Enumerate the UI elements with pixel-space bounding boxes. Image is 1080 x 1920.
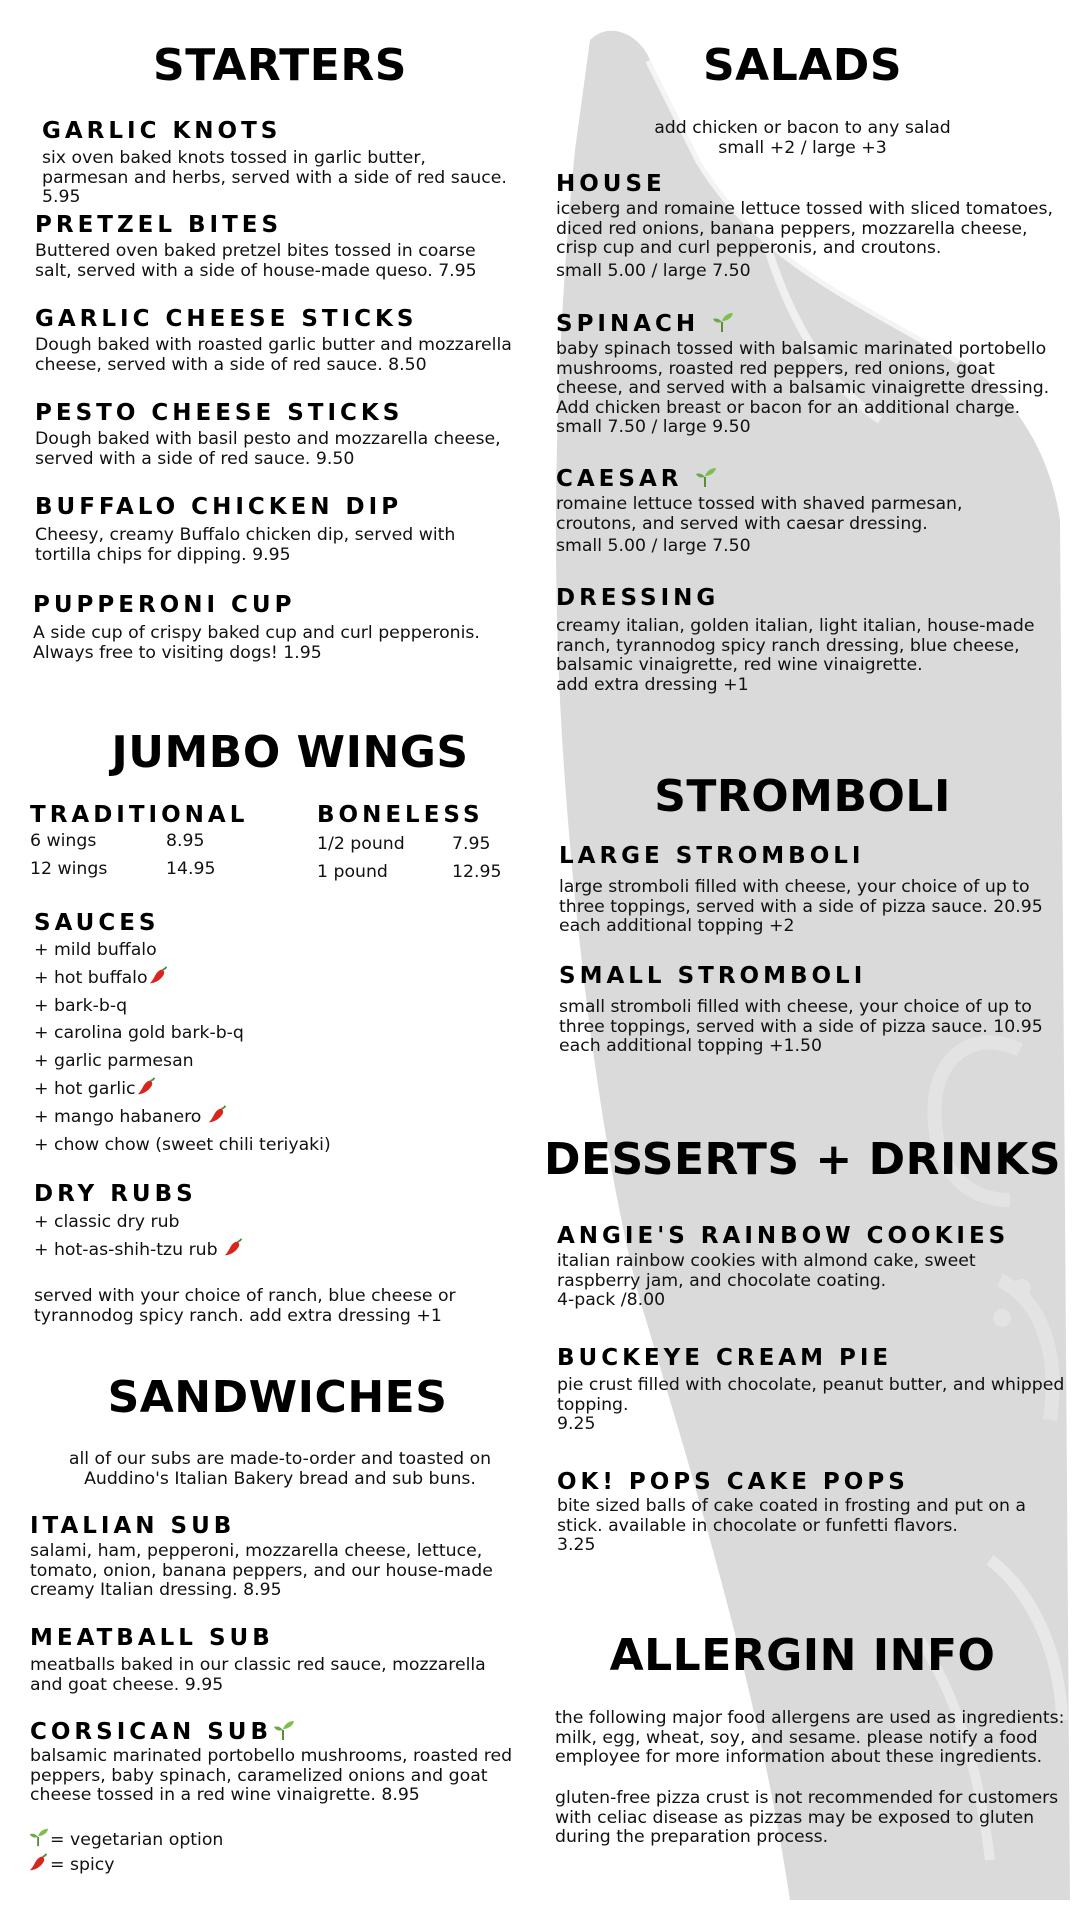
allergen-paragraph: gluten-free pizza crust is not recommended for customers with celiac disease as pizzas may be exposed to gluten during the preparation process.: [555, 1788, 1059, 1847]
stromboli-item-extra: each additional topping +2: [559, 916, 795, 936]
sauce-item: + bark-b-q: [34, 995, 128, 1016]
wings-traditional-heading: TRADITIONAL: [30, 802, 249, 828]
rub-item: + classic dry rub: [34, 1212, 180, 1232]
sprout-icon: [711, 310, 735, 334]
sandwiches-title: SANDWICHES: [107, 1372, 448, 1423]
wings-traditional-table: [30, 832, 215, 879]
starters-item-desc: Buttered oven baked pretzel bites tossed in coarse salt, served with a side of house-made queso. 7.95: [35, 241, 477, 281]
price-row: [30, 832, 215, 852]
dessert-item-desc: italian rainbow cookies with almond cake, sweet raspberry jam, and chocolate coating.: [557, 1251, 976, 1291]
salad-item-name: CAESAR: [556, 465, 718, 492]
sauce-item: + garlic parmesan: [34, 1050, 194, 1071]
salads-title: SALADS: [702, 40, 903, 91]
allergen-title: ALLERGIN INFO: [609, 1630, 996, 1681]
starters-item-desc: Dough baked with basil pesto and mozzarella cheese, served with a side of red sauce. 9.50: [35, 429, 501, 469]
stromboli-item-name: LARGE STROMBOLI: [559, 843, 865, 869]
wings-boneless-table: [317, 835, 501, 882]
stromboli-item-extra: each additional topping +1.50: [559, 1036, 822, 1056]
dessert-item-price: 9.25: [557, 1414, 596, 1434]
salad-item-price: small 5.00 / large 7.50: [556, 536, 751, 556]
chili-pepper-icon: [223, 1236, 245, 1258]
sandwiches-intro: all of our subs are made-to-order and toasted on Auddino's Italian Bakery bread and sub buns.: [68, 1449, 492, 1489]
sauce-item: + hot buffalo: [34, 964, 474, 992]
sprout-icon: [28, 1826, 50, 1848]
price-row-value: 12.95: [452, 861, 502, 882]
salad-item-price: add extra dressing +1: [556, 675, 749, 695]
stromboli-item-desc: small stromboli filled with cheese, your choice of up to three toppings, served with a side of pizza sauce. 10.95: [559, 997, 1043, 1037]
dry-rubs-list: [34, 1209, 474, 1265]
rub-item: + hot-as-shih-tzu rub: [34, 1236, 474, 1264]
dessert-item-name: ANGIE'S RAINBOW COOKIES: [557, 1223, 1010, 1249]
price-row-label: 1/2 pound: [317, 834, 405, 854]
salad-item-name: DRESSING: [556, 585, 720, 611]
sandwich-item-name: ITALIAN SUB: [30, 1513, 236, 1539]
chili-pepper-icon: [207, 1103, 229, 1125]
sauce-item: + mild buffalo: [34, 940, 157, 960]
price-row-label: 12 wings: [30, 858, 108, 879]
price-row-label: 1 pound: [317, 861, 388, 882]
salad-item-name: SPINACH: [556, 310, 735, 337]
sandwich-item-desc: meatballs baked in our classic red sauce, mozzarella and goat cheese. 9.95: [30, 1655, 486, 1695]
salad-item-name: HOUSE: [556, 171, 666, 197]
starters-item-desc: Cheesy, creamy Buffalo chicken dip, served with tortilla chips for dipping. 9.95: [35, 525, 456, 565]
sauce-item: + hot garlic: [34, 1075, 474, 1103]
salad-item-desc: romaine lettuce tossed with shaved parmesan, croutons, and served with caesar dressing.: [556, 494, 963, 534]
sauces-list: [34, 937, 474, 1159]
salads-intro: add chicken or bacon to any salad small +2 / large +3: [654, 118, 951, 158]
sandwich-item-name: CORSICAN SUB: [30, 1718, 296, 1745]
price-row: [317, 863, 501, 883]
dessert-item-price: 3.25: [557, 1535, 596, 1555]
starters-title: STARTERS: [153, 40, 407, 91]
salad-item-price: small 7.50 / large 9.50: [556, 417, 751, 437]
starters-item-name: GARLIC KNOTS: [42, 118, 282, 144]
wings-title: JUMBO WINGS: [111, 727, 469, 778]
dessert-item-desc: bite sized balls of cake coated in frosting and put on a stick. available in chocolate or funfetti flavors.: [557, 1496, 1027, 1536]
chili-pepper-icon: [28, 1851, 50, 1873]
sauce-item: + carolina gold bark-b-q: [34, 1023, 244, 1044]
sprout-icon: [694, 465, 718, 489]
starters-item-desc: A side cup of crispy baked cup and curl pepperonis. Always free to visiting dogs! 1.95: [33, 623, 480, 663]
wings-boneless-heading: BONELESS: [317, 802, 484, 828]
salad-item-price: small 5.00 / large 7.50: [556, 261, 751, 281]
price-row: [30, 860, 215, 880]
legend: [28, 1826, 223, 1875]
sauces-heading: SAUCES: [34, 910, 160, 936]
price-row-label: 6 wings: [30, 831, 97, 851]
starters-item-name: PRETZEL BITES: [35, 212, 283, 238]
starters-item-name: PESTO CHEESE STICKS: [35, 400, 404, 426]
price-row-value: 8.95: [166, 831, 205, 851]
starters-item-desc: six oven baked knots tossed in garlic butter, parmesan and herbs, served with a side of red sauce. 5.95: [42, 148, 507, 207]
salad-item-desc: baby spinach tossed with balsamic marinated portobello mushrooms, roasted red peppers, red onions, goat cheese, and served with a balsamic vinaigrette dressing. Add chicken breast or bacon for an additional charge.: [556, 339, 1050, 418]
sprout-icon: [272, 1718, 296, 1742]
legend-vegetarian: = vegetarian option: [28, 1826, 223, 1851]
dry-rubs-heading: DRY RUBS: [34, 1181, 197, 1207]
chili-pepper-icon: [148, 964, 170, 986]
dessert-item-name: OK! POPS CAKE POPS: [557, 1469, 909, 1495]
sandwich-item-name: MEATBALL SUB: [30, 1625, 274, 1651]
stromboli-title: STROMBOLI: [654, 771, 951, 822]
starters-item-desc: Dough baked with roasted garlic butter and mozzarella cheese, served with a side of red sauce. 8.50: [35, 335, 512, 375]
dessert-item-name: BUCKEYE CREAM PIE: [557, 1345, 893, 1371]
sandwich-item-desc: balsamic marinated portobello mushrooms, roasted red peppers, baby spinach, caramelized onions and goat cheese tossed in a red wine vinaigrette. 8.95: [30, 1746, 513, 1805]
legend-spicy: = spicy: [28, 1851, 223, 1876]
sauce-item: + chow chow (sweet chili teriyaki): [34, 1134, 331, 1155]
chili-pepper-icon: [136, 1075, 158, 1097]
starters-item-name: GARLIC CHEESE STICKS: [35, 306, 418, 332]
price-row: [317, 835, 501, 855]
wings-note: served with your choice of ranch, blue cheese or tyrannodog spicy ranch. add extra dressing +1: [34, 1286, 456, 1326]
price-row-value: 7.95: [452, 834, 491, 854]
desserts-title: DESSERTS + DRINKS: [543, 1134, 1062, 1185]
sandwich-item-desc: salami, ham, pepperoni, mozzarella cheese, lettuce, tomato, onion, banana peppers, and our house-made creamy Italian dressing. 8.95: [30, 1541, 493, 1600]
stromboli-item-desc: large stromboli filled with cheese, your choice of up to three toppings, served with a side of pizza sauce. 20.95: [559, 877, 1043, 917]
salad-item-desc: creamy italian, golden italian, light italian, house-made ranch, tyrannodog spicy ranch dressing, blue cheese, balsamic vinaigrette, red wine vinaigrette.: [556, 616, 1035, 675]
price-row-value: 14.95: [166, 858, 216, 879]
dessert-item-desc: pie crust filled with chocolate, peanut butter, and whipped topping.: [557, 1375, 1065, 1415]
salad-item-desc: iceberg and romaine lettuce tossed with sliced tomatoes, diced red onions, banana peppers, mozzarella cheese, crisp cup and curl pepperonis, and croutons.: [556, 199, 1054, 258]
starters-item-name: PUPPERONI CUP: [33, 592, 296, 618]
allergen-paragraph: the following major food allergens are used as ingredients: milk, egg, wheat, soy, and sesame. please notify a food employee for more information about these ingredients.: [555, 1708, 1065, 1767]
sauce-item: + mango habanero: [34, 1103, 474, 1131]
dessert-item-price: 4-pack /8.00: [557, 1290, 666, 1310]
starters-item-name: BUFFALO CHICKEN DIP: [35, 494, 403, 520]
stromboli-item-name: SMALL STROMBOLI: [559, 963, 867, 989]
